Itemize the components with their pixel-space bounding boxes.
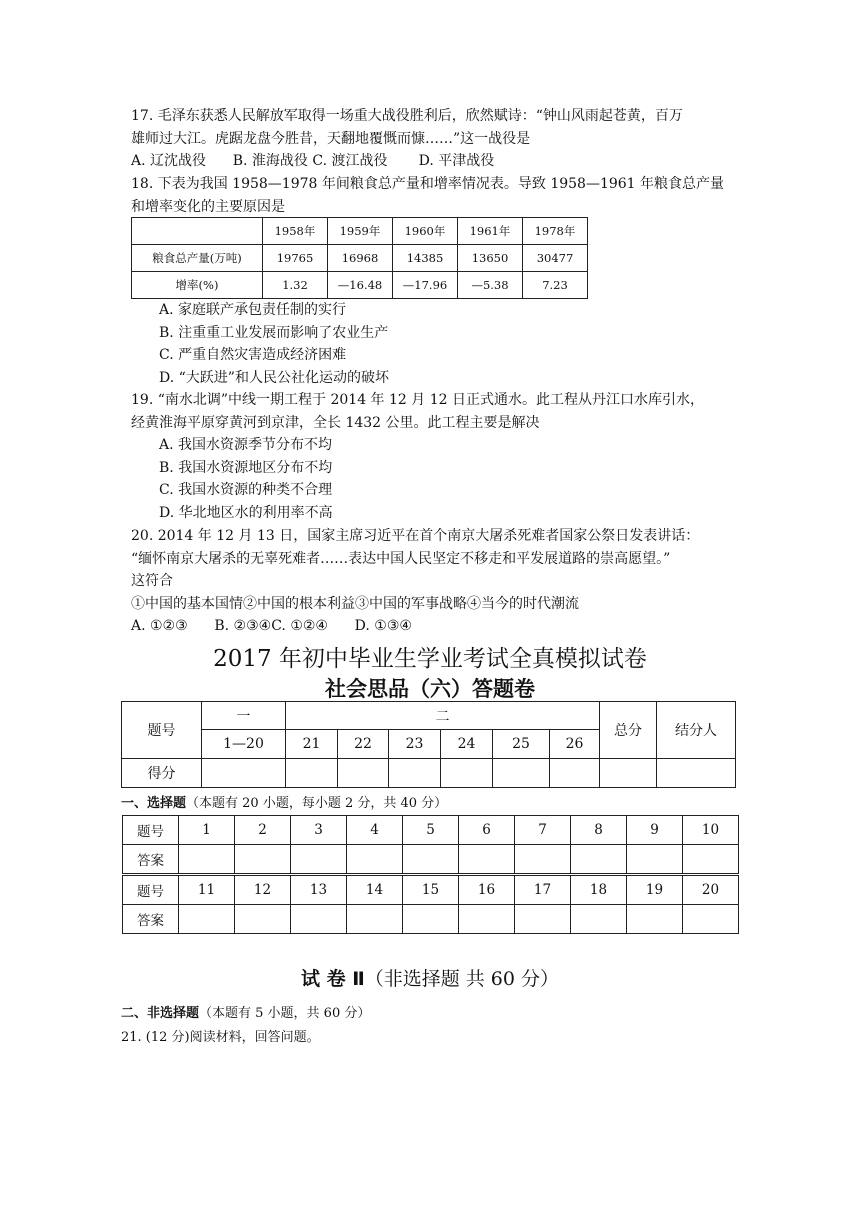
table-row bbox=[123, 845, 739, 874]
table-cell: 22 bbox=[338, 730, 389, 759]
answer-input[interactable] bbox=[291, 905, 347, 934]
answer-table-1 bbox=[122, 815, 739, 874]
score-input[interactable] bbox=[657, 759, 736, 788]
answer-input[interactable] bbox=[347, 845, 403, 874]
table-cell: —17.96 bbox=[393, 272, 458, 299]
table-row bbox=[123, 876, 739, 905]
table-cell: 14 bbox=[347, 876, 403, 905]
answer-input[interactable] bbox=[515, 905, 571, 934]
exam-title: 2017 年初中毕业生学业考试全真模拟试卷 bbox=[213, 646, 647, 672]
table-cell: 20 bbox=[683, 876, 739, 905]
score-input[interactable] bbox=[493, 759, 550, 788]
table-cell: 2 bbox=[235, 816, 291, 845]
table-cell: 13650 bbox=[458, 245, 523, 272]
q19-line2: 经黄淮海平原穿黄河到京津，全长 1432 公里。此工程主要是解决 bbox=[131, 414, 540, 431]
answer-input[interactable] bbox=[235, 845, 291, 874]
table-cell: 17 bbox=[515, 876, 571, 905]
answer-input[interactable] bbox=[179, 845, 235, 874]
q18-option-c: C. 严重自然灾害造成经济困难 bbox=[159, 347, 347, 363]
table-cell: 3 bbox=[291, 816, 347, 845]
table-row bbox=[132, 218, 588, 245]
section-nonchoice-note: （本题有 5 小题，共 60 分） bbox=[199, 1006, 371, 1021]
answer-input[interactable] bbox=[683, 845, 739, 874]
q19-option-a: A. 我国水资源季节分布不均 bbox=[159, 437, 333, 453]
answer-input[interactable] bbox=[683, 905, 739, 934]
table-row bbox=[132, 272, 588, 299]
table-cell: 15 bbox=[403, 876, 459, 905]
paper-two-note: （非选择题 共 60 分） bbox=[364, 968, 560, 990]
question-21: 21. (12 分)阅读材料，回答问题。 bbox=[121, 1030, 320, 1045]
table-header: 答案 bbox=[123, 845, 179, 874]
answer-input[interactable] bbox=[459, 845, 515, 874]
table-header: 得分 bbox=[122, 759, 202, 788]
table-cell: —16.48 bbox=[328, 272, 393, 299]
table-cell: 30477 bbox=[523, 245, 588, 272]
answer-input[interactable] bbox=[571, 905, 627, 934]
q18-option-d: D. “大跃进”和人民公社化运动的破坏 bbox=[159, 369, 389, 386]
table-cell: 26 bbox=[550, 730, 600, 759]
question-17 bbox=[131, 105, 741, 173]
answer-table-2 bbox=[122, 875, 739, 934]
q19-option-d: D. 华北地区水的利用率不高 bbox=[159, 504, 333, 521]
q18-line2: 和增率变化的主要原因是 bbox=[131, 198, 285, 215]
table-header: 1958年 bbox=[263, 218, 328, 245]
table-cell: 24 bbox=[441, 730, 493, 759]
q19-option-b: B. 我国水资源地区分布不均 bbox=[159, 459, 333, 476]
q20-options: A. ①②③ B. ②③④C. ①②④ D. ①③④ bbox=[131, 618, 412, 634]
table-cell: 4 bbox=[347, 816, 403, 845]
answer-input[interactable] bbox=[235, 905, 291, 934]
answer-input[interactable] bbox=[459, 905, 515, 934]
table-row bbox=[123, 905, 739, 934]
grain-table bbox=[131, 217, 588, 299]
table-cell: 8 bbox=[571, 816, 627, 845]
q20-line2: “缅怀南京大屠杀的无辜死难者……表达中国人民坚定不移走和平发展道路的崇高愿望。” bbox=[131, 550, 671, 567]
score-input[interactable] bbox=[441, 759, 493, 788]
question-18 bbox=[131, 173, 741, 218]
answer-input[interactable] bbox=[291, 845, 347, 874]
table-cell: 13 bbox=[291, 876, 347, 905]
table-header: 答案 bbox=[123, 905, 179, 934]
answer-input[interactable] bbox=[403, 845, 459, 874]
table-cell: 19765 bbox=[263, 245, 328, 272]
score-table bbox=[121, 701, 736, 788]
score-input[interactable] bbox=[286, 759, 338, 788]
section-nonchoice-heading bbox=[121, 1002, 370, 1021]
table-cell: 1—20 bbox=[202, 730, 286, 759]
q20-line4: ①中国的基本国情②中国的根本利益③中国的军事战略④当今的时代潮流 bbox=[131, 595, 579, 612]
table-cell bbox=[132, 218, 263, 245]
q17-options: A. 辽沈战役 B. 淮海战役 C. 渡江战役 D. 平津战役 bbox=[131, 153, 495, 169]
table-cell: 11 bbox=[179, 876, 235, 905]
section-nonchoice-label: 二、非选择题 bbox=[121, 1006, 200, 1021]
q17-line1: 17. 毛泽东获悉人民解放军取得一场重大战役胜利后，欣然赋诗：“钟山风雨起苍黄，百万 bbox=[131, 108, 683, 124]
table-cell: 7.23 bbox=[523, 272, 588, 299]
section-choice-note: （本题有 20 小题，每小题 2 分，共 40 分） bbox=[186, 796, 448, 811]
q18-options bbox=[131, 299, 769, 389]
score-input[interactable] bbox=[550, 759, 600, 788]
table-cell: 6 bbox=[459, 816, 515, 845]
table-cell: 7 bbox=[515, 816, 571, 845]
table-cell: 21 bbox=[286, 730, 338, 759]
table-cell: 粮食总产量(万吨) bbox=[132, 245, 263, 272]
table-cell: 9 bbox=[627, 816, 683, 845]
table-row bbox=[123, 816, 739, 845]
table-cell: —5.38 bbox=[458, 272, 523, 299]
table-cell: 16 bbox=[459, 876, 515, 905]
table-row bbox=[122, 702, 736, 730]
table-cell: 5 bbox=[403, 816, 459, 845]
table-cell: 23 bbox=[389, 730, 441, 759]
section-choice-label: 一、选择题 bbox=[121, 796, 187, 811]
table-cell: 增率(%) bbox=[132, 272, 263, 299]
table-header: 总分 bbox=[600, 702, 657, 759]
q20-line3: 这符合 bbox=[131, 573, 173, 589]
table-header: 1959年 bbox=[328, 218, 393, 245]
table-header: 题号 bbox=[123, 876, 179, 905]
table-row bbox=[122, 759, 736, 788]
table-cell: 16968 bbox=[328, 245, 393, 272]
answer-input[interactable] bbox=[515, 845, 571, 874]
score-input[interactable] bbox=[389, 759, 441, 788]
table-header: 一 bbox=[202, 702, 286, 730]
table-cell: 25 bbox=[493, 730, 550, 759]
score-input[interactable] bbox=[202, 759, 286, 788]
q17-line2: 雄师过大江。虎踞龙盘今胜昔，天翻地覆慨而慷……”这一战役是 bbox=[131, 130, 531, 147]
answer-input[interactable] bbox=[627, 905, 683, 934]
score-input[interactable] bbox=[600, 759, 657, 788]
table-cell: 1 bbox=[179, 816, 235, 845]
q20-line1: 20. 2014 年 12 月 13 日，国家主席习近平在首个南京大屠杀死难者国家公祭日发表讲话： bbox=[131, 528, 700, 544]
answer-input[interactable] bbox=[179, 905, 235, 934]
table-header: 1978年 bbox=[523, 218, 588, 245]
answer-input[interactable] bbox=[571, 845, 627, 874]
q18-line1: 18. 下表为我国 1958—1978 年间粮食总产量和增率情况表。导致 1958—1961 年粮食总产量 bbox=[131, 176, 725, 192]
table-header: 1961年 bbox=[458, 218, 523, 245]
table-cell: 12 bbox=[235, 876, 291, 905]
question-19 bbox=[131, 389, 741, 524]
table-header: 题号 bbox=[122, 702, 202, 759]
paper-two-title bbox=[0, 964, 860, 991]
table-cell: 14385 bbox=[393, 245, 458, 272]
score-input[interactable] bbox=[338, 759, 389, 788]
q18-option-b: B. 注重重工业发展而影响了农业生产 bbox=[159, 324, 389, 341]
table-header: 二 bbox=[286, 702, 600, 730]
table-cell: 10 bbox=[683, 816, 739, 845]
section-choice-heading bbox=[121, 792, 447, 811]
table-header: 1960年 bbox=[393, 218, 458, 245]
question-20 bbox=[131, 525, 741, 638]
answer-input[interactable] bbox=[403, 905, 459, 934]
answer-input[interactable] bbox=[347, 905, 403, 934]
paper-two-label: 试 卷 Ⅱ bbox=[300, 968, 365, 990]
table-cell: 1.32 bbox=[263, 272, 328, 299]
table-row bbox=[132, 245, 588, 272]
q18-option-a: A. 家庭联产承包责任制的实行 bbox=[159, 302, 347, 318]
table-cell: 19 bbox=[627, 876, 683, 905]
table-header: 结分人 bbox=[657, 702, 736, 759]
answer-input[interactable] bbox=[627, 845, 683, 874]
answer-sheet-title: 社会思品（六）答题卷 bbox=[325, 677, 535, 701]
q19-line1: 19. “南水北调”中线一期工程于 2014 年 12 月 12 日正式通水。此工程从丹江口水库引水， bbox=[131, 392, 704, 408]
table-cell: 18 bbox=[571, 876, 627, 905]
q19-option-c: C. 我国水资源的种类不合理 bbox=[159, 482, 333, 498]
table-header: 题号 bbox=[123, 816, 179, 845]
